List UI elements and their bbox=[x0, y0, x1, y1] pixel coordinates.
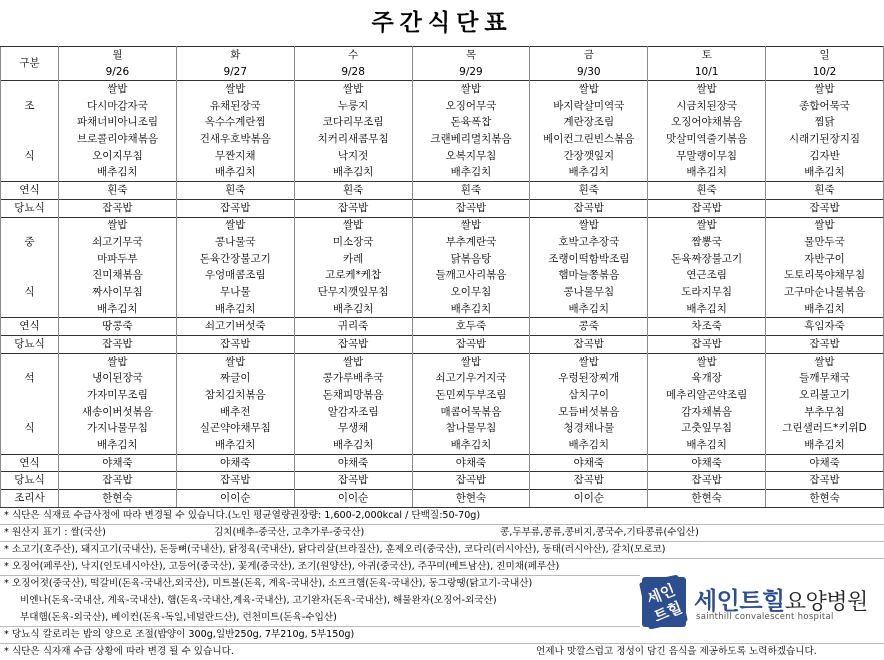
menu-cell: 청경채나물 bbox=[530, 420, 648, 437]
note-origin-processed-2: 비엔나(돈육-국내산, 계육-국내산), 햄(돈육-국내산,계육-국내산), 고기완자(돈육-국내산), 해물완자(오징어-외국산) bbox=[20, 595, 497, 606]
menu-cell: 호두죽 bbox=[412, 318, 530, 336]
row-label: 당뇨식 bbox=[1, 199, 59, 217]
day-name-5: 금 bbox=[530, 47, 648, 64]
day-date-3: 9/28 bbox=[294, 64, 412, 81]
menu-cell: 삼치구이 bbox=[530, 387, 648, 404]
menu-cell: 간장깻잎지 bbox=[530, 148, 648, 165]
menu-cell: 배추김치 bbox=[412, 301, 530, 318]
menu-cell: 미소장국 bbox=[294, 234, 412, 251]
logo-mark-icon bbox=[642, 577, 686, 627]
logo-name bbox=[694, 581, 868, 616]
menu-cell: 쌀밥 bbox=[412, 217, 530, 234]
note-origin-kimchi: 김치(배추-중국산, 고추가루-중국산) bbox=[214, 527, 365, 538]
menu-cell: 잡곡밥 bbox=[59, 336, 177, 354]
menu-cell: 쌀밥 bbox=[648, 217, 766, 234]
row-label: 식 bbox=[1, 148, 59, 165]
menu-cell: 흰죽 bbox=[59, 182, 177, 200]
logo-name-tail: 요양병원 bbox=[784, 590, 868, 615]
menu-cell: 야채죽 bbox=[530, 454, 648, 472]
menu-cell: 배추김치 bbox=[294, 437, 412, 454]
day-date-4: 9/29 bbox=[412, 64, 530, 81]
menu-cell: 쌀밥 bbox=[766, 217, 884, 234]
menu-cell: 브로콜리야채볶음 bbox=[59, 131, 177, 148]
day-name-7: 일 bbox=[766, 47, 884, 64]
menu-row bbox=[1, 318, 884, 336]
menu-cell: 흰죽 bbox=[412, 182, 530, 200]
menu-cell: 배추김치 bbox=[176, 165, 294, 182]
menu-cell: 한현숙 bbox=[59, 490, 177, 508]
row-label bbox=[1, 165, 59, 182]
note-origin-meat: * 소고기(호주산), 돼지고기(국내산), 돈등뼈(국내산), 닭정육(국내산), 닭다리살(브라질산), 훈제오리(중국산), 코다리(러시아산), 동태(러시아산), 갈치(모로코) bbox=[4, 544, 666, 555]
menu-cell: 돈육짜장불고기 bbox=[648, 251, 766, 268]
note-origin-rice: * 원산지 표기 : 쌀(국산) bbox=[4, 527, 106, 538]
note-line-4 bbox=[0, 559, 884, 576]
menu-cell: 야채죽 bbox=[648, 454, 766, 472]
menu-cell: 배추김치 bbox=[648, 165, 766, 182]
menu-cell: 배추김치 bbox=[59, 301, 177, 318]
menu-cell: 배추김치 bbox=[530, 301, 648, 318]
menu-cell: 땅콩죽 bbox=[59, 318, 177, 336]
menu-cell: 야채죽 bbox=[766, 454, 884, 472]
menu-cell: 야채죽 bbox=[294, 454, 412, 472]
menu-cell: 오이무침 bbox=[412, 284, 530, 301]
menu-row bbox=[1, 437, 884, 454]
menu-cell: 쇠고기버섯죽 bbox=[176, 318, 294, 336]
menu-cell: 무짠지채 bbox=[176, 148, 294, 165]
menu-cell: 파채너비아니조림 bbox=[59, 115, 177, 132]
menu-cell: 육개장 bbox=[648, 371, 766, 388]
row-label: 당뇨식 bbox=[1, 336, 59, 354]
row-label: 조 bbox=[1, 98, 59, 115]
menu-cell: 잡곡밥 bbox=[766, 336, 884, 354]
menu-cell: 쇠고기무국 bbox=[59, 234, 177, 251]
menu-cell: 물만두국 bbox=[766, 234, 884, 251]
menu-row bbox=[1, 268, 884, 285]
note-line-1 bbox=[0, 508, 884, 525]
menu-row bbox=[1, 217, 884, 234]
menu-row bbox=[1, 353, 884, 370]
menu-cell: 잡곡밥 bbox=[530, 199, 648, 217]
day-name-3: 수 bbox=[294, 47, 412, 64]
menu-cell: 야채죽 bbox=[176, 454, 294, 472]
menu-row bbox=[1, 454, 884, 472]
menu-cell: 쌀밥 bbox=[530, 217, 648, 234]
row-label bbox=[1, 268, 59, 285]
row-label bbox=[1, 404, 59, 421]
menu-cell: 돈채피망볶음 bbox=[294, 387, 412, 404]
row-label bbox=[1, 81, 59, 98]
note-origin-beans: 콩,두부류,콩류,콩비지,콩국수,기타콩류(수입산) bbox=[500, 527, 699, 538]
day-name-6: 토 bbox=[648, 47, 766, 64]
menu-cell: 낙지젓 bbox=[294, 148, 412, 165]
menu-row bbox=[1, 472, 884, 490]
menu-cell: 유채된장국 bbox=[176, 98, 294, 115]
row-label: 연식 bbox=[1, 454, 59, 472]
menu-cell: 베이컨그린빈스볶음 bbox=[530, 131, 648, 148]
menu-cell: 이이순 bbox=[294, 490, 412, 508]
menu-cell: 도라지무침 bbox=[648, 284, 766, 301]
menu-row bbox=[1, 199, 884, 217]
logo-english: sainthill convalescent hospital bbox=[696, 612, 834, 622]
hospital-logo bbox=[640, 575, 884, 633]
menu-cell: 맛살미역줄기볶음 bbox=[648, 131, 766, 148]
menu-cell: 돈육간장불고기 bbox=[176, 251, 294, 268]
menu-cell: 누룽지 bbox=[294, 98, 412, 115]
menu-cell: 잡곡밥 bbox=[648, 336, 766, 354]
note-diabetic: * 당뇨식 칼로리는 밥의 양으로 조절(밥양이 300g,일반250g, 7부210g, 5부150g) bbox=[4, 629, 355, 640]
menu-cell: 쌀밥 bbox=[530, 81, 648, 98]
menu-cell: 쌀밥 bbox=[766, 81, 884, 98]
menu-cell: 짜글이 bbox=[176, 371, 294, 388]
menu-cell: 배추김치 bbox=[530, 165, 648, 182]
menu-cell: 한현숙 bbox=[412, 490, 530, 508]
menu-cell: 배추김치 bbox=[176, 301, 294, 318]
menu-cell: 차조죽 bbox=[648, 318, 766, 336]
menu-cell: 오징어무국 bbox=[412, 98, 530, 115]
menu-cell: 들깨무채국 bbox=[766, 371, 884, 388]
menu-cell: 잡곡밥 bbox=[412, 199, 530, 217]
menu-cell: 모듬버섯볶음 bbox=[530, 404, 648, 421]
menu-cell: 가지나물무침 bbox=[59, 420, 177, 437]
row-label bbox=[1, 301, 59, 318]
menu-cell: 오리불고기 bbox=[766, 387, 884, 404]
menu-cell: 호박고추장국 bbox=[530, 234, 648, 251]
menu-row bbox=[1, 490, 884, 508]
menu-cell: 배추김치 bbox=[766, 165, 884, 182]
menu-cell: 야채죽 bbox=[59, 454, 177, 472]
row-label: 중 bbox=[1, 234, 59, 251]
menu-row bbox=[1, 234, 884, 251]
logo-mark-graphic bbox=[639, 574, 688, 629]
menu-row bbox=[1, 371, 884, 388]
header-row-dates bbox=[1, 64, 884, 81]
menu-cell: 배추김치 bbox=[412, 165, 530, 182]
row-label: 조리사 bbox=[1, 490, 59, 508]
row-label bbox=[1, 217, 59, 234]
day-date-5: 9/30 bbox=[530, 64, 648, 81]
menu-cell: 부추무침 bbox=[766, 404, 884, 421]
day-name-2: 화 bbox=[176, 47, 294, 64]
menu-cell: 잡곡밥 bbox=[648, 472, 766, 490]
menu-cell: 닭볶음탕 bbox=[412, 251, 530, 268]
menu-cell: 쌀밥 bbox=[530, 353, 648, 370]
note-line-9 bbox=[0, 644, 884, 660]
note-calorie: * 식단은 식재료 수급사정에 따라 변경될 수 있습니다.(노인 평균열량권장량: 1,600-2,000kcal / 단백질:50-70g) bbox=[4, 510, 481, 521]
menu-cell: 쇠고기우거지국 bbox=[412, 371, 530, 388]
row-label: 식 bbox=[1, 420, 59, 437]
menu-cell: 오이지무침 bbox=[59, 148, 177, 165]
menu-cell: 무나물 bbox=[176, 284, 294, 301]
menu-cell: 잡곡밥 bbox=[294, 336, 412, 354]
menu-cell: 도토리묵야채무침 bbox=[766, 268, 884, 285]
menu-cell: 배추김치 bbox=[176, 437, 294, 454]
menu-row bbox=[1, 336, 884, 354]
menu-cell: 콩죽 bbox=[530, 318, 648, 336]
menu-row bbox=[1, 165, 884, 182]
menu-cell: 잡곡밥 bbox=[412, 472, 530, 490]
menu-cell: 김자반 bbox=[766, 148, 884, 165]
menu-cell: 알감자조림 bbox=[294, 404, 412, 421]
menu-cell: 시래기된장지짐 bbox=[766, 131, 884, 148]
logo-name-main: 세인트힐 bbox=[694, 587, 785, 615]
menu-cell: 시금치된장국 bbox=[648, 98, 766, 115]
menu-cell: 잡곡밥 bbox=[412, 336, 530, 354]
menu-cell: 흑임자죽 bbox=[766, 318, 884, 336]
menu-cell: 배추전 bbox=[176, 404, 294, 421]
menu-cell: 잡곡밥 bbox=[530, 336, 648, 354]
menu-row bbox=[1, 301, 884, 318]
menu-cell: 콩나물국 bbox=[176, 234, 294, 251]
menu-cell: 계란장조림 bbox=[530, 115, 648, 132]
menu-cell: 우엉매콤조림 bbox=[176, 268, 294, 285]
menu-cell: 잡곡밥 bbox=[294, 472, 412, 490]
menu-cell: 배추김치 bbox=[648, 301, 766, 318]
menu-cell: 배추김치 bbox=[530, 437, 648, 454]
menu-cell: 고구마순나물볶음 bbox=[766, 284, 884, 301]
note-change: * 식단은 식자재 수급 상황에 따라 변경 될 수 있습니다. bbox=[4, 646, 234, 657]
note-promise: 언제나 맛깔스럽고 정성이 담긴 음식을 제공하도록 노력하겠습니다. bbox=[536, 646, 817, 657]
menu-cell: 쌀밥 bbox=[412, 353, 530, 370]
menu-cell: 메추리알곤약조림 bbox=[648, 387, 766, 404]
menu-cell: 짬뽕국 bbox=[648, 234, 766, 251]
menu-cell: 귀리죽 bbox=[294, 318, 412, 336]
menu-cell: 다시마감자국 bbox=[59, 98, 177, 115]
menu-cell: 냉이된장국 bbox=[59, 371, 177, 388]
menu-cell: 잡곡밥 bbox=[530, 472, 648, 490]
menu-cell: 감자채볶음 bbox=[648, 404, 766, 421]
menu-cell: 그린샐러드*키위D bbox=[766, 420, 884, 437]
menu-row bbox=[1, 387, 884, 404]
menu-cell: 연근조림 bbox=[648, 268, 766, 285]
menu-cell: 배추김치 bbox=[412, 437, 530, 454]
menu-cell: 쌀밥 bbox=[766, 353, 884, 370]
menu-cell: 무말랭이무침 bbox=[648, 148, 766, 165]
menu-cell: 오복지무침 bbox=[412, 148, 530, 165]
menu-cell: 흰죽 bbox=[648, 182, 766, 200]
menu-cell: 잡곡밥 bbox=[176, 472, 294, 490]
menu-row bbox=[1, 81, 884, 98]
menu-row bbox=[1, 98, 884, 115]
menu-cell: 오징어야채볶음 bbox=[648, 115, 766, 132]
menu-cell: 쌀밥 bbox=[176, 81, 294, 98]
row-label bbox=[1, 437, 59, 454]
menu-cell: 쌀밥 bbox=[412, 81, 530, 98]
row-label: 식 bbox=[1, 284, 59, 301]
menu-cell: 자반구이 bbox=[766, 251, 884, 268]
menu-cell: 잡곡밥 bbox=[176, 199, 294, 217]
day-date-2: 9/27 bbox=[176, 64, 294, 81]
menu-row bbox=[1, 420, 884, 437]
menu-cell: 쌀밥 bbox=[176, 217, 294, 234]
row-label bbox=[1, 115, 59, 132]
menu-cell: 크랜베리멸치볶음 bbox=[412, 131, 530, 148]
menu-cell: 마파두부 bbox=[59, 251, 177, 268]
menu-cell: 이이순 bbox=[176, 490, 294, 508]
menu-cell: 흰죽 bbox=[530, 182, 648, 200]
menu-cell: 흰죽 bbox=[766, 182, 884, 200]
row-label: 연식 bbox=[1, 182, 59, 200]
menu-row bbox=[1, 131, 884, 148]
row-label: 석 bbox=[1, 371, 59, 388]
menu-cell: 돈민찌두부조림 bbox=[412, 387, 530, 404]
menu-cell: 가자미무조림 bbox=[59, 387, 177, 404]
row-label bbox=[1, 251, 59, 268]
menu-cell: 우렁된장찌개 bbox=[530, 371, 648, 388]
menu-cell: 고로케*케찹 bbox=[294, 268, 412, 285]
menu-cell: 쌀밥 bbox=[294, 353, 412, 370]
menu-cell: 쌀밥 bbox=[294, 217, 412, 234]
menu-row bbox=[1, 251, 884, 268]
menu-cell: 잡곡밥 bbox=[766, 199, 884, 217]
menu-cell: 진미채볶음 bbox=[59, 268, 177, 285]
row-label bbox=[1, 353, 59, 370]
menu-cell: 바지락살미역국 bbox=[530, 98, 648, 115]
menu-cell: 잡곡밥 bbox=[176, 336, 294, 354]
menu-cell: 고춧잎무침 bbox=[648, 420, 766, 437]
header-label: 구분 bbox=[1, 47, 59, 81]
menu-cell: 코다리무조림 bbox=[294, 115, 412, 132]
note-origin-processed-3: 부대햄(돈육-외국산), 베이컨(돈육-독일,네덜란드산), 런천미트(돈육-수입산) bbox=[20, 612, 337, 623]
page-title: 주간식단표 bbox=[0, 0, 884, 47]
menu-cell: 콩가루배추국 bbox=[294, 371, 412, 388]
menu-cell: 배추김치 bbox=[59, 165, 177, 182]
menu-cell: 흰죽 bbox=[294, 182, 412, 200]
weekly-menu-table bbox=[0, 46, 884, 508]
menu-cell: 부추계란국 bbox=[412, 234, 530, 251]
menu-cell: 찜닭 bbox=[766, 115, 884, 132]
note-origin-processed-1: * 오징어젓(중국산), 떡갈비(돈육-국내산,외국산), 미트볼(돈육, 계육-국내산), 소프크햄(돈육-국내산), 동그랑땡(닭고기-국내산) bbox=[4, 578, 533, 589]
menu-cell: 카레 bbox=[294, 251, 412, 268]
menu-cell: 건새우호박볶음 bbox=[176, 131, 294, 148]
menu-cell: 잡곡밥 bbox=[59, 199, 177, 217]
menu-cell: 햄마늘쫑볶음 bbox=[530, 268, 648, 285]
day-name-4: 목 bbox=[412, 47, 530, 64]
day-name-1: 월 bbox=[59, 47, 177, 64]
menu-cell: 배추김치 bbox=[294, 165, 412, 182]
day-date-6: 10/1 bbox=[648, 64, 766, 81]
menu-cell: 들깨고사리볶음 bbox=[412, 268, 530, 285]
menu-cell: 콩나물무침 bbox=[530, 284, 648, 301]
menu-cell: 참나물무침 bbox=[412, 420, 530, 437]
menu-cell: 배추김치 bbox=[766, 301, 884, 318]
menu-cell: 돈육폭찹 bbox=[412, 115, 530, 132]
svg-text:트힐: 트힐 bbox=[651, 598, 685, 626]
menu-cell: 쌀밥 bbox=[648, 81, 766, 98]
menu-cell: 잡곡밥 bbox=[59, 472, 177, 490]
day-date-7: 10/2 bbox=[766, 64, 884, 81]
note-origin-seafood: * 오징어(페루산), 낙지(인도네시아산), 고등어(중국산), 꽃게(중국산), 조기(원양산), 아귀(중국산), 주꾸미(베트남산), 진미채(페루산) bbox=[4, 561, 560, 572]
menu-cell: 무생채 bbox=[294, 420, 412, 437]
note-line-2 bbox=[0, 525, 884, 542]
menu-cell: 배추김치 bbox=[648, 437, 766, 454]
menu-row bbox=[1, 115, 884, 132]
row-label bbox=[1, 131, 59, 148]
menu-cell: 흰죽 bbox=[176, 182, 294, 200]
note-line-3 bbox=[0, 542, 884, 559]
menu-cell: 쌀밥 bbox=[59, 81, 177, 98]
menu-cell: 종합어묵국 bbox=[766, 98, 884, 115]
menu-cell: 잡곡밥 bbox=[766, 472, 884, 490]
menu-cell: 잡곡밥 bbox=[648, 199, 766, 217]
menu-cell: 배추김치 bbox=[766, 437, 884, 454]
menu-cell: 한현숙 bbox=[648, 490, 766, 508]
row-label: 당뇨식 bbox=[1, 472, 59, 490]
menu-cell: 쌀밥 bbox=[176, 353, 294, 370]
menu-cell: 단무지깻잎무침 bbox=[294, 284, 412, 301]
row-label bbox=[1, 387, 59, 404]
menu-row bbox=[1, 404, 884, 421]
menu-cell: 매콤어묵볶음 bbox=[412, 404, 530, 421]
menu-cell: 쌀밥 bbox=[59, 217, 177, 234]
menu-cell: 실곤약야채무침 bbox=[176, 420, 294, 437]
menu-cell: 배추김치 bbox=[294, 301, 412, 318]
menu-cell: 옥수수계란찜 bbox=[176, 115, 294, 132]
menu-cell: 치커리새콤무침 bbox=[294, 131, 412, 148]
header-row-days bbox=[1, 47, 884, 64]
menu-cell: 쌀밥 bbox=[648, 353, 766, 370]
day-date-1: 9/26 bbox=[59, 64, 177, 81]
menu-cell: 조랭이떡함박조림 bbox=[530, 251, 648, 268]
menu-row bbox=[1, 148, 884, 165]
menu-row bbox=[1, 284, 884, 301]
menu-cell: 이이순 bbox=[530, 490, 648, 508]
menu-cell: 잡곡밥 bbox=[294, 199, 412, 217]
menu-cell: 쌀밥 bbox=[59, 353, 177, 370]
menu-cell: 야채죽 bbox=[412, 454, 530, 472]
menu-cell: 배추김치 bbox=[59, 437, 177, 454]
menu-cell: 한현숙 bbox=[766, 490, 884, 508]
row-label: 연식 bbox=[1, 318, 59, 336]
menu-cell: 참치김치볶음 bbox=[176, 387, 294, 404]
menu-cell: 짜사이무침 bbox=[59, 284, 177, 301]
svg-text:세인: 세인 bbox=[644, 580, 678, 609]
menu-row bbox=[1, 182, 884, 200]
menu-cell: 새송이버섯볶음 bbox=[59, 404, 177, 421]
menu-cell: 쌀밥 bbox=[294, 81, 412, 98]
